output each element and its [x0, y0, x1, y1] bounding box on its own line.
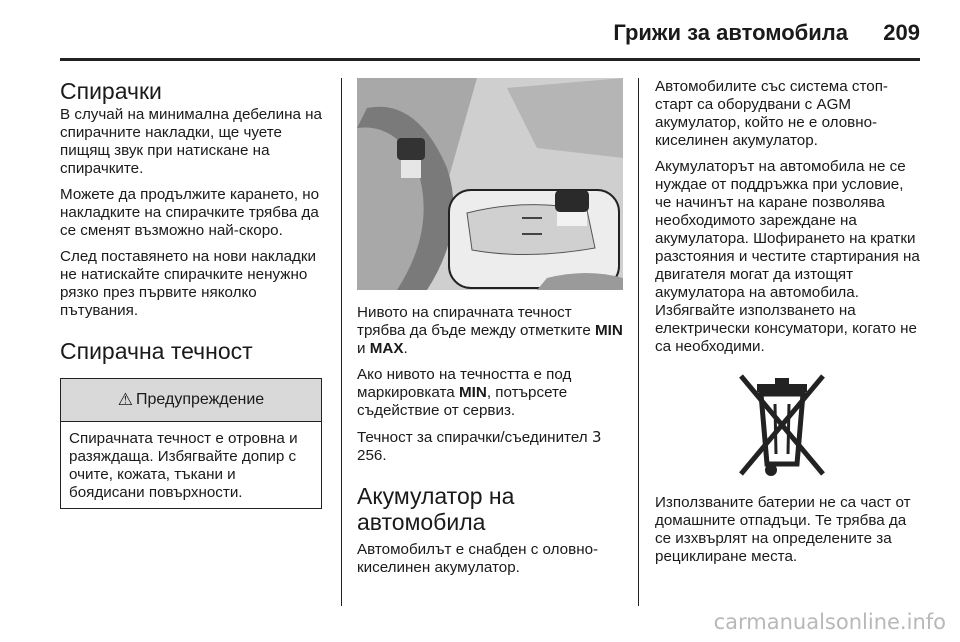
- fluid-level-caption: [357, 304, 623, 358]
- column-1: [60, 78, 325, 509]
- header-rule: [60, 58, 920, 61]
- heading-brakes: Спирачки: [60, 78, 162, 104]
- min-mark-label-2: MIN: [458, 384, 487, 401]
- watermark: carmanualsonline.info: [713, 610, 946, 634]
- brakes-paragraph-1: В случай на минимална дебелина на спирачните накладки, ще чуете пищящ звук при натискане на спирачките.: [60, 106, 322, 177]
- min-mark-label: MIN: [595, 322, 623, 339]
- page-number: 209: [883, 20, 920, 45]
- fluid-reference-text: Течност за спирачки/съединител: [357, 429, 592, 446]
- warning-header: [61, 379, 321, 422]
- brakes-paragraph-2: Можете да продължите карането, но накладките на спирачките трябва да се сменят възможно най-скоро.: [60, 186, 320, 239]
- warning-text: Спирачната течност е отровна и разяждаща. Избягвайте допир с очите, кожата, тъкани и боядисани повърхности.: [69, 430, 298, 501]
- disposal-paragraph: Използваните батерии не са част от домашните отпадъци. Те трябва да се изхвърлят на определените за рециклиране места.: [655, 494, 911, 565]
- heading-brake-fluid: Спирачна течност: [60, 338, 253, 364]
- column-2: [357, 78, 623, 585]
- page-header: [0, 0, 960, 58]
- warning-title: Предупреждение: [136, 391, 265, 408]
- warning-box: [60, 378, 322, 509]
- fluid-reference-paragraph: [357, 428, 623, 465]
- column-divider-1: [341, 78, 342, 606]
- page-title: Грижи за автомобила: [613, 20, 848, 45]
- low-level-text-end: , потърсете съдействие от сервиз.: [357, 384, 568, 419]
- battery-paragraph: Автомобилът е снабден с оловно-киселинен акумулатор.: [357, 541, 599, 576]
- caption-text: Нивото на спирачната течност трябва да бъде между отметките: [357, 304, 596, 339]
- crossed-out-bin-icon: [737, 370, 827, 480]
- low-level-text: Ако нивото на течността е под маркировката: [357, 366, 572, 401]
- battery-maintenance-paragraph: Акумулаторът на автомобила не се нуждае от поддръжка при условие, че начинът на каране позволява необходимото зареждане на акумулатора. Шофирането на кратки разстояния и честите стартирания на двигателя могат да изтощят акумулатора на автомобила. Избягвайте използването на електрически консуматори, когато не са необходими.: [655, 158, 920, 355]
- max-mark-label: MAX: [369, 340, 404, 357]
- brakes-paragraph-3: След поставянето на нови накладки не натискайте спирачките ненужно рязко през първите няколко пътувания.: [60, 248, 317, 319]
- page-reference-icon: 3: [591, 428, 602, 446]
- column-3: [655, 78, 923, 574]
- warning-triangle-icon: ⚠: [117, 390, 134, 409]
- heading-battery: Акумулатор на автомобила: [357, 483, 515, 535]
- agm-paragraph: Автомобилите със система стоп-старт са оборудвани с AGM акумулатор, който не е оловно-киселинен акумулатор.: [655, 78, 888, 149]
- caption-conjunction: и: [357, 340, 370, 357]
- low-level-paragraph: [357, 366, 623, 420]
- fluid-reference-page[interactable]: 256.: [357, 447, 387, 464]
- caption-period: .: [403, 340, 408, 357]
- brake-fluid-reservoir-photo: [357, 78, 623, 290]
- column-divider-2: [638, 78, 639, 606]
